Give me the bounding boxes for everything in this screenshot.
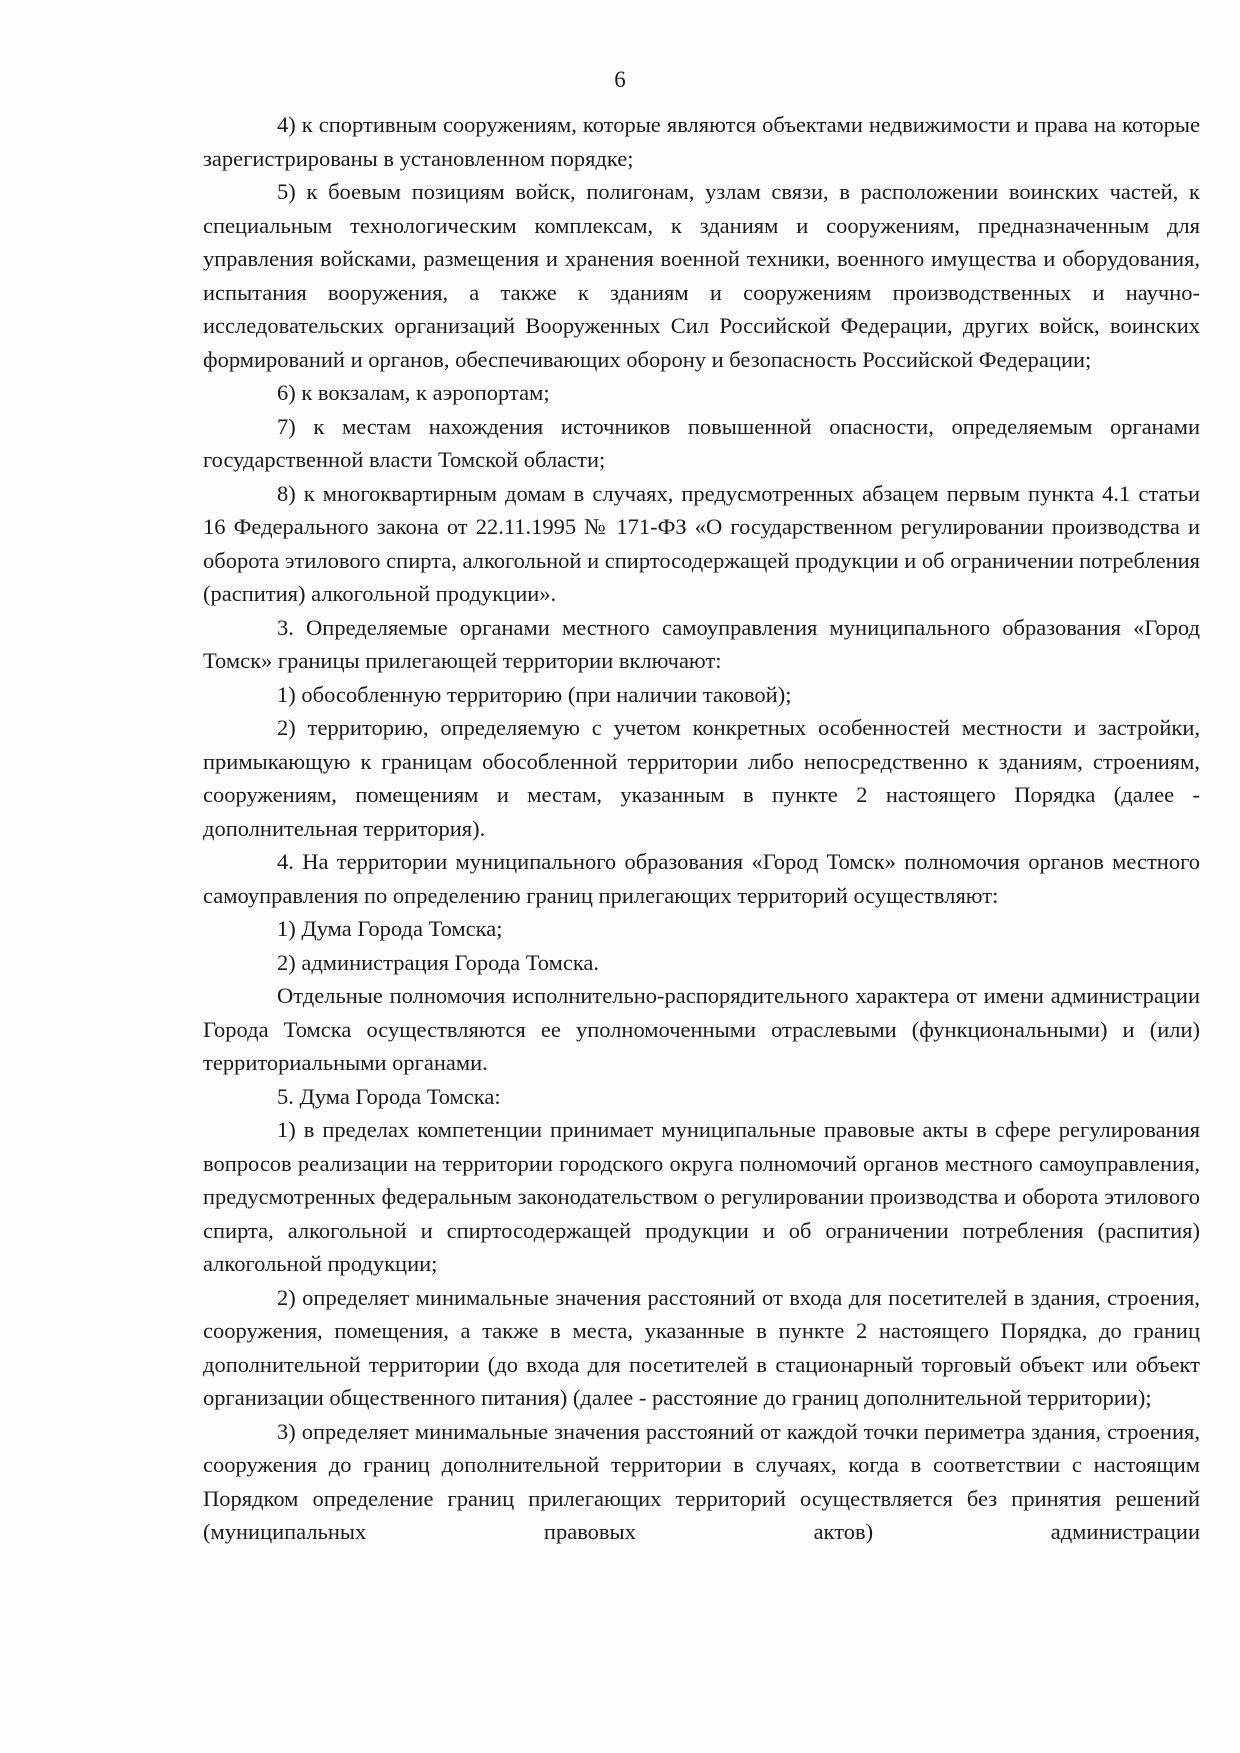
paragraph-item-8-apartments: 8) к многоквартирным домам в случаях, предусмотренных абзацем первым пункта 4.1 статьи 16 Федерального закона от 22.11.1995 № 171-ФЗ «О государственном регулировании производства и оборота этилового спирта, алкогольной и спиртосодержащей продукции и об ограничении потребления (распития) алкогольной продукции». xyxy=(203,480,1200,606)
document-body xyxy=(203,108,1200,1549)
paragraph-section-3-item-2: 2) территорию, определяемую с учетом конкретных особенностей местности и застройки, примыкающую к границам обособленной территории либо непосредственно к зданиям, строениям, сооружениям, помещениям и местам, указанным в пункте 2 настоящего Порядка (далее - дополнительная территория). xyxy=(203,715,1200,841)
paragraph-section-4-item-2: 2) администрация Города Томска. xyxy=(277,949,600,975)
paragraph-item-6-stations: 6) к вокзалам, к аэропортам; xyxy=(277,380,550,405)
paragraph-section-5-item-1: 1) в пределах компетенции принимает муниципальные правовые акты в сфере регулирования вопросов реализации на территории городского округа полномочий органов местного самоуправления, предусмотренных федеральным законодательством о регулировании производства и оборота этилового спирта, алкогольной и спиртосодержащей продукции и об ограничении потребления (распития) алкогольной продукции; xyxy=(203,1117,1200,1276)
paragraph-section-4-delegation: Отдельные полномочия исполнительно-распорядительного характера от имени администрации Города Томска осуществляются ее уполномоченными отраслевыми (функциональными) и (или) территориальными органами. xyxy=(203,983,1200,1075)
paragraph-section-5-item-3: 3) определяет минимальные значения расстояний от каждой точки периметра здания, строения, сооружения до границ дополнительной территории в случаях, когда в соответствии с настоящим Порядком определение границ прилегающих территорий осуществляется без принятия решений (муниципальных правовых актов) администрации xyxy=(203,1418,1200,1544)
paragraph-section-5-item-2: 2) определяет минимальные значения расстояний от входа для посетителей в здания, строения, сооружения, помещения, а также в места, указанные в пункте 2 настоящего Порядка, до границ дополнительной территории (до входа для посетителей в стационарный торговый объект или объект организации общественного питания) (далее - расстояние до границ дополнительной территории); xyxy=(203,1284,1200,1410)
paragraph-section-4-item-1: 1) Дума Города Томска; xyxy=(277,916,503,941)
paragraph-section-4: 4. На территории муниципального образования «Город Томск» полномочия органов местного самоуправления по определению границ прилегающих территорий осуществляют: xyxy=(203,849,1200,908)
paragraph-section-3-item-1: 1) обособленную территорию (при наличии таковой); xyxy=(277,681,792,707)
paragraph-item-5-military: 5) к боевым позициям войск, полигонам, узлам связи, в расположении воинских частей, к специальным технологическим комплексам, к зданиям и сооружениям, предназначенным для управления войсками, размещения и хранения военной техники, военного имущества и оборудования, испытания вооружения, а также к зданиям и сооружениям производственных и научно-исследовательских организаций Вооруженных Сил Российской Федерации, других войск, воинских формирований и органов, обеспечивающих оборону и безопасность Российской Федерации; xyxy=(203,179,1200,372)
paragraph-item-7-hazard: 7) к местам нахождения источников повышенной опасности, определяемым органами государственной власти Томской области; xyxy=(203,413,1200,472)
paragraph-section-3: 3. Определяемые органами местного самоуправления муниципального образования «Город Томск» границы прилегающей территории включают: xyxy=(203,614,1200,673)
page-number: 6 xyxy=(614,67,626,92)
paragraph-section-5: 5. Дума Города Томска: xyxy=(277,1083,501,1109)
paragraph-item-4-sports: 4) к спортивным сооружениям, которые являются объектами недвижимости и права на которые зарегистрированы в установленном порядке; xyxy=(203,112,1200,171)
